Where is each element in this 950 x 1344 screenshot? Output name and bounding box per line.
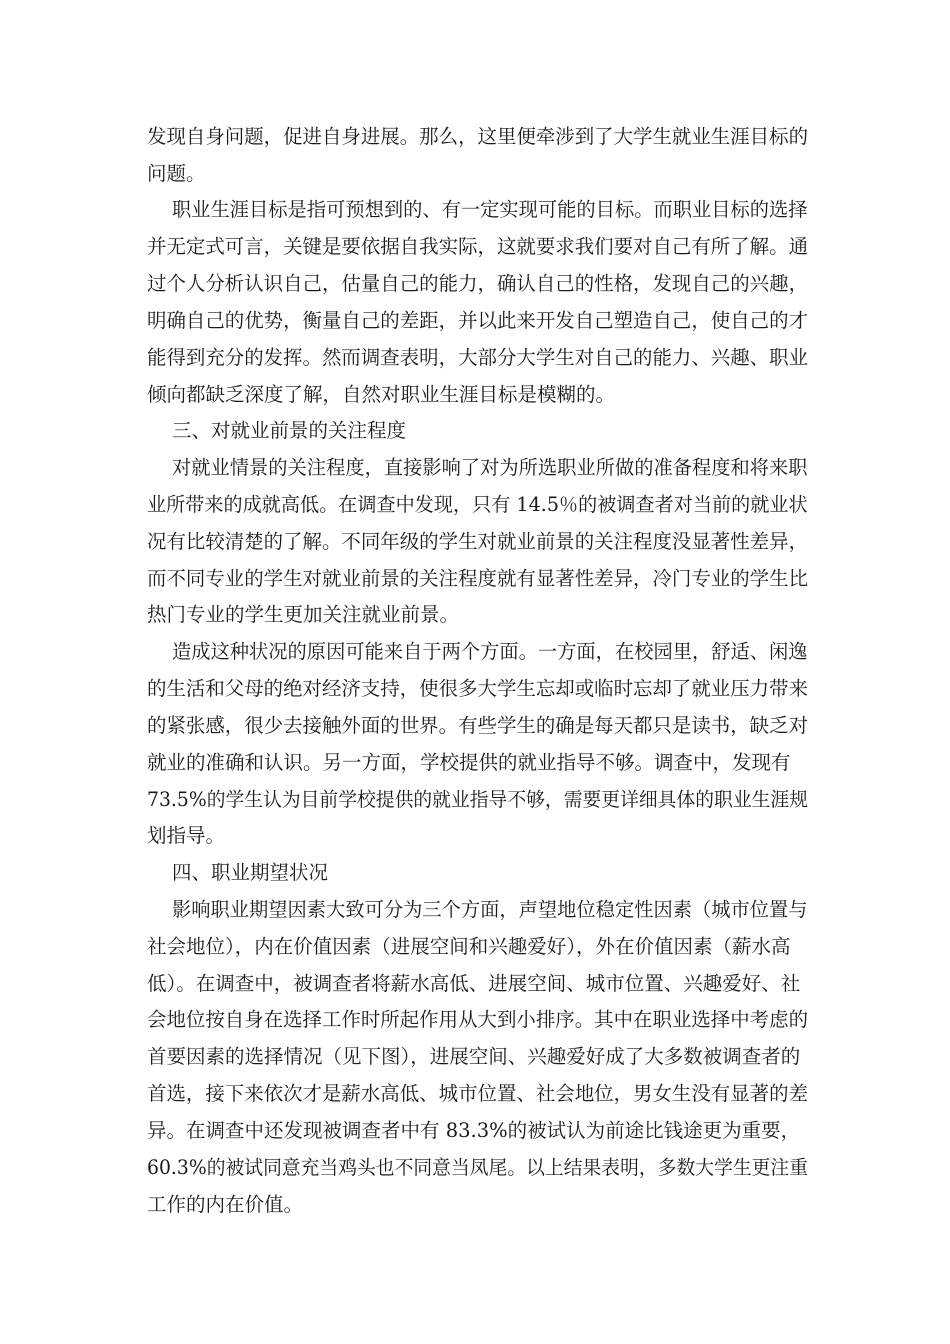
text-line: 倾向都缺乏深度了解，自然对职业生涯目标是模糊的。 <box>147 383 616 406</box>
paragraph-start-line: 对就业情景的关注程度，直接影响了对为所选职业所做的准备程度和将来职 <box>172 456 808 479</box>
text-line: 低）。在调查中，被调查者将薪水高低、进展空间、城市位置、兴趣爱好、社 <box>147 972 801 995</box>
text-line: 过个人分析认识自己，估量自己的能力，确认自己的性格，发现自己的兴趣， <box>147 272 809 295</box>
text-line: 能得到充分的发挥。然而调查表明，大部分大学生对自己的能力、兴趣、职业 <box>147 346 809 369</box>
text-line: 首选，接下来依次才是薪水高低、城市位置、社会地位，男女生没有显著的差 <box>147 1082 809 1105</box>
paragraph-start-line: 职业生涯目标是指可预想到的、有一定实现可能的目标。而职业目标的选择 <box>172 198 808 221</box>
text-line: 划指导。 <box>147 824 226 847</box>
text-line: 而不同专业的学生对就业前景的关注程度就有显著性差异，冷门专业的学生比 <box>147 567 809 590</box>
text-line: 明确自己的优势，衡量自己的差距，并以此来开发自己塑造自己，使自己的才 <box>147 309 809 332</box>
section-heading: 四、职业期望状况 <box>172 861 329 884</box>
text-line: 业所带来的成就高低。在调查中发现，只有 14.5％的被调查者对当前的就业状 <box>147 493 808 516</box>
text-line: 热门专业的学生更加关注就业前景。 <box>147 603 460 626</box>
text-line: 首要因素的选择情况（见下图），进展空间、兴趣爱好成了大多数被调查者的 <box>147 1045 801 1068</box>
text-line: 73.5%的学生认为目前学校提供的就业指导不够，需要更详细具体的职业生涯规 <box>147 788 808 811</box>
text-line: 就业的准确和认识。另一方面，学校提供的就业指导不够。调查中，发现有 <box>147 751 791 774</box>
text-line: 并无定式可言，关键是要依据自我实际，这就要求我们要对自己有所了解。通 <box>147 235 809 258</box>
text-line: 发现自身问题，促进自身进展。那么，这里便牵涉到了大学生就业生涯目标的 <box>147 125 809 148</box>
text-line: 的紧张感，很少去接触外面的世界。有些学生的确是每天都只是读书，缺乏对 <box>147 714 809 737</box>
paragraph-start-line: 影响职业期望因素大致可分为三个方面，声望地位稳定性因素（城市位置与 <box>172 898 808 921</box>
text-line: 异。在调查中还发现被调查者中有 83.3%的被试认为前途比钱途更为重要， <box>147 1119 801 1142</box>
text-line: 社会地位），内在价值因素（进展空间和兴趣爱好），外在价值因素（薪水高 <box>147 935 791 958</box>
text-line: 会地位按自身在选择工作时所起作用从大到小排序。其中在职业选择中考虑的 <box>147 1008 809 1031</box>
section-heading: 三、对就业前景的关注程度 <box>172 419 407 442</box>
text-line: 60.3%的被试同意充当鸡头也不同意当凤尾。以上结果表明，多数大学生更注重 <box>147 1156 808 1179</box>
text-line: 工作的内在价值。 <box>147 1193 304 1216</box>
text-line: 的生活和父母的绝对经济支持，使很多大学生忘却或临时忘却了就业压力带来 <box>147 677 809 700</box>
text-line: 况有比较清楚的了解。不同年级的学生对就业前景的关注程度没显著性差异， <box>147 530 809 553</box>
paragraph-start-line: 造成这种状况的原因可能来自于两个方面。一方面，在校园里，舒适、闲逸 <box>172 640 808 663</box>
text-line: 问题。 <box>147 162 206 185</box>
